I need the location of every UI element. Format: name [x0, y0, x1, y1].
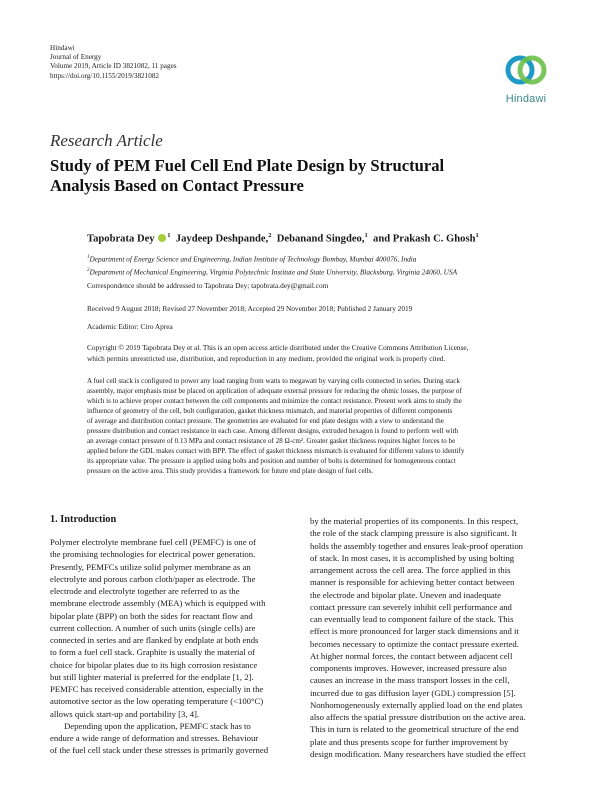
body-line: allows quick start-up and portability [3, 4]. [50, 708, 200, 719]
copyright-notice [87, 343, 557, 364]
affiliation-text: Department of Energy Science and Engineering, Indian Institute of Technology Bombay, Mumbai 400076, India [89, 254, 417, 264]
abstract-line: pressure on the active area. This study provides a framework for future end plate design of fuel cells. [87, 466, 374, 475]
affiliation-item [87, 252, 457, 265]
abstract-line: an average contact pressure of 0.13 MPa and contact resistance of 28 Ω-cm². Greater gasket thickness requires higher forces to be [87, 436, 456, 445]
body-line: the electrode and bipolar plate. Uneven and inadequate [310, 589, 502, 600]
body-line: choice for bipolar plates due to its high corrosion resistance [50, 659, 258, 670]
body-line: becomes necessary to optimize the contact pressure exerted. [310, 638, 519, 649]
hindawi-logo [500, 50, 552, 108]
title-line: Analysis Based on Contact Pressure [50, 175, 304, 195]
title-line: Study of PEM Fuel Cell End Plate Design by Structural [50, 156, 445, 175]
body-line: Presently, PEMFCs utilize solid polymer membrane as an [50, 561, 251, 572]
body-line: bipolar plate (BPP) on both the sides for reactant flow and [50, 610, 253, 621]
orcid-icon[interactable] [158, 234, 166, 242]
volume-line: Volume 2019, Article ID 3821082, 11 pages [50, 62, 177, 71]
body-column-left [50, 536, 296, 757]
publisher-name: Hindawi [50, 44, 75, 52]
abstract-line: A fuel cell stack is configured to power any load ranging from watts to megawatt by varying cells connected in series. During stack [87, 377, 460, 385]
body-line: electrolyte and porous carbon cloth/paper as electrode. The [50, 573, 256, 584]
paper-title [50, 156, 520, 195]
journal-name: Journal of Energy [50, 53, 102, 62]
body-line: effect is more pronounced for larger stack dimensions and it [310, 626, 519, 637]
body-line: contact pressure can severely inhibit cell performance and [310, 601, 512, 612]
abstract-line: pressure distribution and contact resistance in each case. Among different designs, extruded hexagon is found to perform well with [87, 426, 459, 435]
body-line: current collection. A number of such units (single cells) are [50, 622, 256, 633]
body-line: manner is responsible for achieving better contact between [310, 577, 515, 588]
affiliation-text: Department of Mechanical Engineering, Virginia Polytechnic Institute and State University, Blacksburg, Virginia 24060, USA [89, 267, 458, 277]
article-type: Research Article [50, 131, 163, 150]
body-line: PEMFC has received considerable attention, especially in the [50, 684, 264, 694]
affiliation-sup: 2 [87, 267, 90, 273]
body-line: holds the assembly together and ensures leak-proof operation [310, 540, 524, 551]
body-line: connected in series and are flanked by endplate at both ends [50, 635, 259, 645]
copyright-line: Copyright © 2019 Tapobrata Dey et al. This is an open access article distributed under the Creative Commons Attribution License, [87, 343, 469, 352]
body-line: electrode and electrolyte together are referred to as the [50, 586, 240, 596]
author-list [87, 232, 479, 245]
affiliations [87, 252, 457, 278]
body-line: can eventually lead to component failure of the stack. This [310, 614, 514, 624]
author-affil-sup: 1 [167, 232, 171, 239]
body-line: This in turn is related to the geometrical structure of the end [310, 724, 519, 735]
publication-dates: Received 9 August 2018; Revised 27 November 2018; Accepted 29 November 2018; Published 2 January 2019 [87, 304, 413, 313]
body-line: but still lighter material is preferred for the endplate [1, 2]. [50, 671, 254, 682]
doi-link[interactable]: https://doi.org/10.1155/2019/3821082 [50, 71, 160, 80]
author-affil-sup: 1 [364, 232, 368, 239]
copyright-line: which permits unrestricted use, distribution, and reproduction in any medium, provided the original work is properly cited. [87, 353, 446, 363]
affiliation-item [87, 265, 457, 278]
body-line: causes an increase in the mass transport losses in the cell, [310, 675, 510, 686]
journal-metadata [50, 44, 177, 81]
abstract-line: which is to achieve proper contact between the cell components and minimize the contact resistance. Present work aims to study the [87, 396, 462, 405]
body-line: design modification. Many researchers have studied the effect [310, 748, 526, 759]
section-heading: 1. Introduction [50, 514, 117, 525]
abstract-line: applied before the GDL makes contact with BPP. The effect of gasket thickness mismatch is evaluated for different values to identify [87, 446, 465, 455]
hindawi-logo-icon [500, 50, 552, 92]
academic-editor: Academic Editor: Ciro Aprea [87, 322, 173, 331]
author-name[interactable]: Tapobrata Dey [87, 233, 155, 245]
abstract [87, 377, 555, 477]
body-line: the role of the stack clamping pressure is also significant. It [310, 528, 517, 539]
body-line: arrangement across the cell area. The force applied in this [310, 565, 511, 575]
abstract-line: of average and distribution contact pressure. The geometries are evaluated for end plate designs with a view to understand the [87, 416, 444, 425]
body-line: automotive sector as the low operating temperature (<100°C) [50, 696, 264, 707]
body-line: incurred due to gas diffusion layer (GDL) compression [5]. [310, 687, 516, 698]
body-line: At higher normal forces, the contact between adjacent cell [310, 650, 513, 661]
body-line: Depending upon the application, PEMFC stack has to [64, 720, 251, 731]
body-line: Polymer electrolyte membrane fuel cell (PEMFC) is one of [50, 537, 257, 547]
body-line: to form a fuel cell stack. Graphite is usually the material of [50, 647, 256, 658]
body-line: by the material properties of its components. In this respect, [310, 516, 519, 526]
body-line: components improves. However, increased pressure also [310, 663, 507, 673]
author-name[interactable]: Jaydeep Deshpande, [175, 233, 269, 245]
body-line: endure a wide range of deformation and stresses. Behaviour [50, 733, 259, 743]
body-line: membrane electrode assembly (MEA) which is equipped with [50, 598, 266, 609]
author-affil-sup: 2 [268, 232, 272, 239]
body-line: of stack. In most cases, it is accomplished by using bolting [310, 552, 515, 563]
correspondence: Correspondence should be addressed to Tapobrata Dey; tapobrata.dey@gmail.com [87, 281, 329, 290]
logo-wordmark: Hindawi [505, 93, 547, 105]
body-line: of the fuel cell stack under these stresses is primarily governed [50, 745, 269, 756]
abstract-line: influence of geometry of the cell, bolt configuration, gasket thickness mismatch, and material properties of different components [87, 406, 453, 415]
abstract-line: assembly, major emphasis must be placed on application of adequate external pressure for reducing the ohmic losses, the purpose of [87, 386, 462, 395]
abstract-line: its appropriate value. The pressure is applied using bolts and position and number of bolts is determined for homogeneous contact [87, 456, 456, 465]
body-line: Nonhomogeneously externally applied load on the end plates [310, 699, 523, 710]
body-line: plate and thus presents scope for further improvement by [310, 736, 509, 747]
author-affil-sup: 1 [475, 232, 479, 239]
body-line: the promising technologies for electrical power generation. [50, 549, 256, 560]
body-line: also affects the spatial pressure distribution on the active area. [310, 712, 526, 722]
author-name[interactable]: and Prakash C. Ghosh [373, 233, 476, 245]
author-name[interactable]: Debanand Singdeo, [276, 233, 365, 245]
body-column-right [310, 515, 556, 760]
affiliation-sup: 1 [87, 255, 90, 260]
